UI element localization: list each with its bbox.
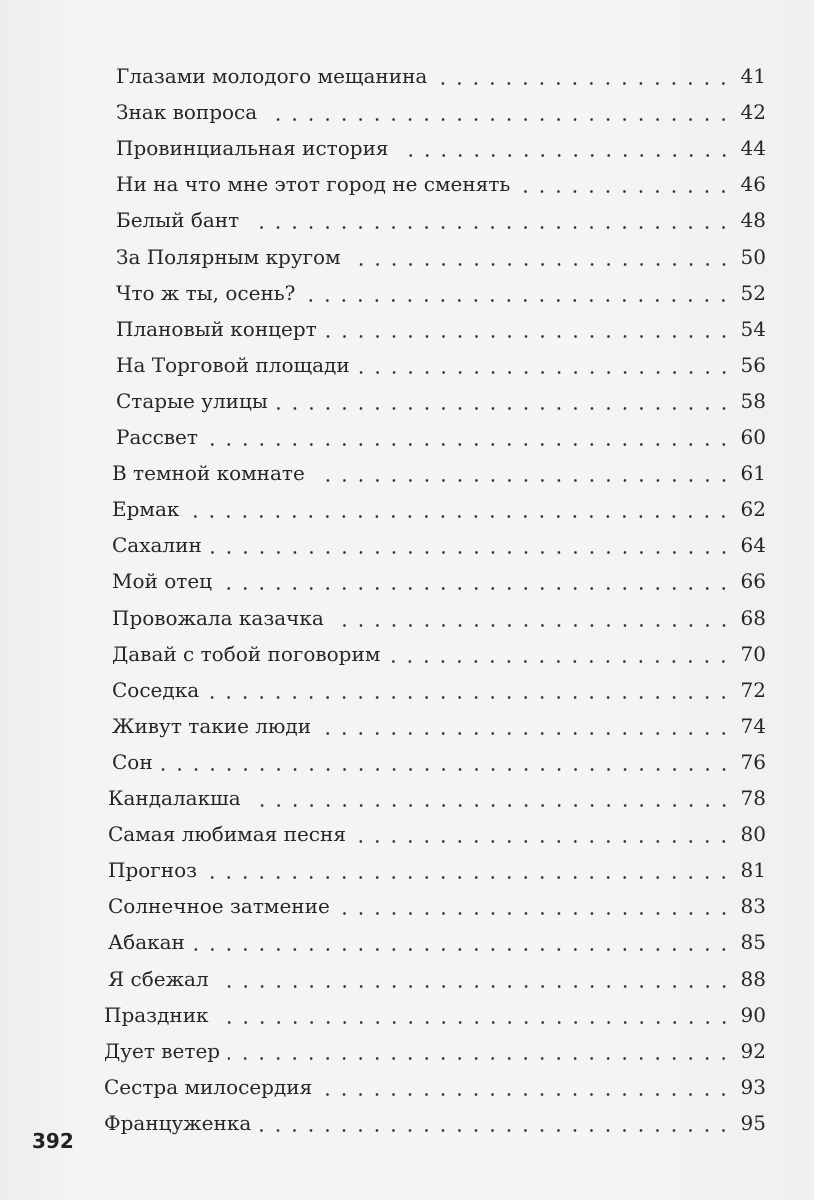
toc-entry-title: Сахалин <box>112 533 202 558</box>
toc-entry-page: 72 <box>740 677 766 702</box>
toc-dot-leader <box>220 563 736 599</box>
toc-entry <box>108 961 766 997</box>
toc-entry-title: Знак вопроса <box>116 100 258 125</box>
toc-entry-title: Мой отец <box>112 569 213 594</box>
toc-entry-title: Белый бант <box>116 208 240 233</box>
toc-entry <box>116 130 766 166</box>
toc-dot-leader <box>332 600 736 636</box>
toc-entry <box>104 1105 766 1141</box>
toc-entry-page: 70 <box>740 641 766 666</box>
toc-dot-leader <box>388 636 736 672</box>
toc-entry-page: 61 <box>740 461 766 486</box>
toc-entry <box>112 708 766 744</box>
toc-entry <box>112 527 766 563</box>
toc-dot-leader <box>259 1105 736 1141</box>
toc-entry-page: 93 <box>740 1074 766 1099</box>
toc-entry-title: Плановый концерт <box>116 316 317 341</box>
toc-entry-title: Рассвет <box>116 425 198 449</box>
toc-dot-leader <box>210 527 736 563</box>
toc-entry-title: Соседка <box>112 677 200 702</box>
toc-entry <box>112 600 766 636</box>
toc-entry-title: Солнечное затмение <box>108 894 330 919</box>
toc-entry-page: 46 <box>740 172 766 197</box>
toc-dot-leader <box>207 672 736 708</box>
toc-entry-page: 44 <box>740 136 766 161</box>
toc-dot-leader <box>354 816 736 852</box>
toc-entry <box>116 58 766 94</box>
toc-entry-title: Праздник <box>104 1002 209 1027</box>
toc-entry <box>112 563 766 599</box>
toc-dot-leader <box>217 997 736 1033</box>
toc-entry-title: Ни на что мне этот город не сменять <box>116 172 511 197</box>
toc-entry-title: Я сбежал <box>108 966 209 991</box>
toc-entry-title: За Полярным кругом <box>116 244 341 269</box>
toc-entry-page: 76 <box>740 749 766 774</box>
toc-entry-title: Глазами молодого мещанина <box>116 64 428 88</box>
toc-entry-title: Ермак <box>112 497 180 522</box>
toc-dot-leader <box>320 1069 736 1105</box>
toc-entry-title: Провожала казачка <box>112 605 324 630</box>
toc-entry <box>116 239 766 275</box>
toc-entry <box>116 166 766 202</box>
toc-dot-leader <box>249 780 736 816</box>
toc-entry-title: Сон <box>112 749 153 774</box>
toc-dot-leader <box>276 383 736 419</box>
toc-entry-page: 54 <box>740 316 766 341</box>
toc-dot-leader <box>319 708 736 744</box>
page-number: 392 <box>32 1129 74 1153</box>
toc-dot-leader <box>187 491 736 527</box>
toc-entry-page: 85 <box>740 930 766 955</box>
toc-entry <box>108 780 766 816</box>
toc-entry <box>116 347 766 383</box>
toc-dot-leader <box>397 130 736 166</box>
toc-entry-page: 52 <box>740 280 766 305</box>
toc-entry <box>104 997 766 1033</box>
toc-entry <box>116 311 766 347</box>
toc-entry-page: 83 <box>740 894 766 919</box>
toc-dot-leader <box>265 94 736 130</box>
toc-entry-title: Сестра милосердия <box>104 1074 313 1099</box>
toc-entry <box>112 636 766 672</box>
toc-dot-leader <box>325 311 736 347</box>
toc-entry <box>112 672 766 708</box>
toc-dot-leader <box>247 202 736 238</box>
toc-entry-page: 58 <box>740 388 766 413</box>
toc-dot-leader <box>313 455 736 491</box>
toc-dot-leader <box>349 239 736 275</box>
toc-entry <box>116 419 766 455</box>
toc-dot-leader <box>161 744 736 780</box>
toc-entry-page: 88 <box>740 966 766 991</box>
toc-entry-page: 41 <box>740 64 766 88</box>
toc-entry-page: 42 <box>740 100 766 125</box>
toc-entry <box>112 455 766 491</box>
toc-dot-leader <box>518 166 736 202</box>
toc-entry-page: 60 <box>740 425 766 449</box>
toc-dot-leader <box>217 961 736 997</box>
toc-entry <box>112 744 766 780</box>
toc-entry-title: Что ж ты, осень? <box>116 280 296 305</box>
toc-entry <box>116 94 766 130</box>
toc-entry-page: 62 <box>740 497 766 522</box>
toc-entry-page: 80 <box>740 822 766 847</box>
toc-entry-title: Абакан <box>108 930 185 955</box>
toc-entry-page: 90 <box>740 1002 766 1027</box>
toc-entry-page: 74 <box>740 713 766 738</box>
toc-dot-leader <box>228 1033 736 1069</box>
toc-entry-title: В темной комнате <box>112 461 305 486</box>
toc-dot-leader <box>338 888 736 924</box>
toc-entry <box>116 275 766 311</box>
toc-entry-title: На Торговой площади <box>116 352 350 377</box>
toc-entry-title: Кандалакша <box>108 786 241 810</box>
toc-entry <box>108 924 766 960</box>
toc-entry <box>104 1069 766 1105</box>
toc-dot-leader <box>358 347 736 383</box>
toc-dot-leader <box>435 58 736 94</box>
toc-entry <box>108 888 766 924</box>
toc-entry <box>116 383 766 419</box>
toc-entry-title: Дует ветер <box>104 1038 221 1063</box>
toc-entry-page: 50 <box>740 244 766 269</box>
toc-dot-leader <box>206 419 736 455</box>
toc-entry <box>112 491 766 527</box>
toc-dot-leader <box>303 275 736 311</box>
toc-entry-title: Прогноз <box>108 858 198 883</box>
toc-entry-page: 48 <box>740 208 766 233</box>
toc-dot-leader <box>205 852 736 888</box>
toc-entry-page: 81 <box>740 858 766 883</box>
toc-entry <box>104 1033 766 1069</box>
toc-entry-page: 66 <box>740 569 766 594</box>
toc-entry-title: Провинциальная история <box>116 136 389 161</box>
toc-entry-title: Старые улицы <box>116 388 268 413</box>
toc-entry-page: 56 <box>740 352 766 377</box>
toc-entry-page: 92 <box>740 1038 766 1063</box>
toc-entry <box>108 852 766 888</box>
toc-entry-title: Француженка <box>104 1110 252 1135</box>
toc-entry-page: 78 <box>740 786 766 810</box>
toc-entry-page: 64 <box>740 533 766 558</box>
toc-entry <box>116 202 766 238</box>
toc-entry-page: 95 <box>740 1110 766 1135</box>
toc-entry-title: Самая любимая песня <box>108 822 346 847</box>
toc-entry-page: 68 <box>740 605 766 630</box>
toc-entry-title: Живут такие люди <box>112 713 312 738</box>
toc-dot-leader <box>193 924 736 960</box>
toc-entry <box>108 816 766 852</box>
toc-entry-title: Давай с тобой поговорим <box>112 641 381 666</box>
